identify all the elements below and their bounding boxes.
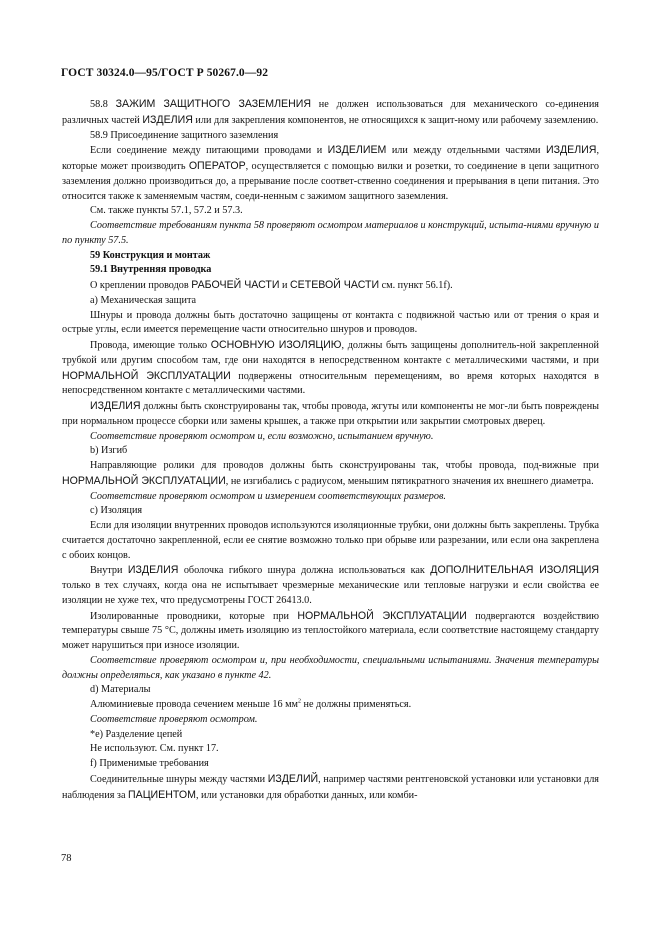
paragraph: Не используют. См. пункт 17. <box>90 743 219 755</box>
paragraph: Провода, имеющие только ОСНОВНУЮ ИЗОЛЯЦИЮ, должны быть защищены дополнитель-ной закрепленной трубкой или другим способом там, где они находятся в непосредственном контакте с металлическими частями, и при НОРМАЛЬНОЙ ЭКСПЛУАТАЦИИ подвержены относительным перемещениям, во время которых находятся в непосредственном контакте с металлическими частями. <box>62 339 599 397</box>
paragraph: f) Применимые требования <box>90 758 209 769</box>
paragraph: О креплении проводов РАБОЧЕЙ ЧАСТИ и СЕТЕВОЙ ЧАСТИ см. пункт 56.1f). <box>90 279 453 291</box>
paragraph: c) Изоляция <box>90 505 143 517</box>
compliance-note: Соответствие проверяют осмотром и, если возможно, испытанием вручную. <box>90 430 434 442</box>
defined-term: ИЗДЕЛИЕМ <box>327 144 387 157</box>
compliance-note: Соответствие проверяют осмотром. <box>90 713 258 725</box>
defined-term: РАБОЧЕЙ ЧАСТИ <box>191 279 280 291</box>
paragraph: Если для изоляции внутренних проводов используются изоляционные трубки, они должны быть закреплены. Трубка считается достаточно закрепленной, если ее снятие возможно только при обрыве или разрезании, или если она закреплена с обоих концов. <box>62 520 599 561</box>
paragraph: d) Материалы <box>90 684 151 696</box>
page-header: ГОСТ 30324.0—95/ГОСТ Р 50267.0—92 <box>61 67 269 79</box>
page-number: 78 <box>61 853 72 864</box>
defined-term: ИЗДЕЛИЯ <box>90 400 141 412</box>
paragraph: ИЗДЕЛИЯ должны быть сконструированы так, чтобы провода, жгуты или компоненты не мог-ли быть повреждены при нормальном процессе сборки или замены крышек, а также при открытии или закрытии смотровых дверец. <box>62 400 599 427</box>
paragraph: Если соединение между питающими проводами и ИЗДЕЛИЕМ или между отдельными частями ИЗДЕЛИЯ, которые может производить ОПЕРАТОР, осуществляется с помощью вилки и розетки, то соединение в цепи защитного заземления должно производиться до, а прерывание после соответ-ственно соединения и прерывания в цепи питания. Это относится также к заменяемым частям, соеди-ненным с зажимом защитного заземления. <box>62 144 599 202</box>
defined-term: НОРМАЛЬНОЙ ЭКСПЛУАТАЦИИ <box>62 369 231 382</box>
section-heading: 59.1 Внутренняя проводка <box>90 264 212 276</box>
compliance-note: Соответствие требованиям пункта 58 проверяют осмотром материалов и конструкций, испыта-ниями вручную и по пункту 57.5. <box>62 220 599 246</box>
paragraph: Шнуры и провода должны быть достаточно защищены от контакта с подвижной частью или от трения о края и острые углы, если имеется перемещение части относительно шнуров и проводов. <box>62 309 599 336</box>
defined-term: ОПЕРАТОР <box>188 160 246 172</box>
paragraph: Соединительные шнуры между частями ИЗДЕЛИЙ, например частями рентгеновской установки или установки для наблюдения за ПАЦИЕНТОМ, или установки для обработки данных, или комби- <box>62 772 599 801</box>
defined-term: ИЗДЕЛИЙ <box>267 772 319 785</box>
defined-term: ИЗДЕЛИЯ <box>142 113 193 126</box>
defined-term: ИЗДЕЛИЯ <box>545 144 597 157</box>
paragraph: b) Изгиб <box>90 445 128 457</box>
defined-term: ИЗДЕЛИЯ <box>127 564 179 577</box>
defined-term: ЗАЖИМ ЗАЩИТНОГО ЗАЗЕМЛЕНИЯ <box>115 98 312 110</box>
superscript: 2 <box>297 698 301 705</box>
defined-term: ДОПОЛНИТЕЛЬНАЯ ИЗОЛЯЦИЯ <box>430 564 600 577</box>
paragraph: а) Механическая защита <box>90 294 197 306</box>
paragraph: 58.8 ЗАЖИМ ЗАЩИТНОГО ЗАЗЕМЛЕНИЯ не должен использоваться для механического со-единения различных частей ИЗДЕЛИЯ или для закрепления компонентов, не относящихся к защит-ному или рабочему заземлению. <box>62 98 599 126</box>
defined-term: НОРМАЛЬНОЙ ЭКСПЛУАТАЦИИ <box>62 474 226 487</box>
paragraph: Направляющие ролики для проводов должны быть сконструированы так, чтобы провода, под-вижные при НОРМАЛЬНОЙ ЭКСПЛУАТАЦИИ, не изгибались с радиусом, меньшим пятикратного значения их внешнего диаметра. <box>62 460 599 487</box>
paragraph: Алюминиевые провода сечением меньше 16 $мм^2$ не должны применяться. <box>90 698 412 710</box>
paragraph: См. также пункты 57.1, 57.2 и 57.3. <box>90 205 243 217</box>
document-body <box>62 97 599 803</box>
defined-term: ПАЦИЕНТОМ <box>128 788 196 801</box>
paragraph: Изолированные проводники, которые при НОРМАЛЬНОЙ ЭКСПЛУАТАЦИИ подвергаются воздействию температуры свыше 75 °С, должны иметь изоляцию из теплостойкого материала, если соответствие настоящему стандарту может нарушиться при износе изоляции. <box>62 609 599 651</box>
paragraph: Внутри ИЗДЕЛИЯ оболочка гибкого шнура должна использоваться как ДОПОЛНИТЕЛЬНАЯ ИЗОЛЯЦИЯ только в тех случаях, когда она не испытывает чрезмерные механические или тепловые нагрузки и если свойства ее изоляции не хуже тех, что предусмотрены ГОСТ 26413.0. <box>62 564 600 606</box>
defined-term: ОСНОВНУЮ ИЗОЛЯЦИЮ <box>210 339 342 351</box>
paragraph: *е) Разделение цепей <box>90 728 183 740</box>
paragraph: 58.9 Присоединение защитного заземления <box>90 129 279 141</box>
compliance-note: Соответствие проверяют осмотром и, при необходимости, специальными испытаниями. Значения температуры должны определяться, как указано в пункте 42. <box>62 654 599 681</box>
defined-term: СЕТЕВОЙ ЧАСТИ <box>290 279 380 291</box>
defined-term: НОРМАЛЬНОЙ ЭКСПЛУАТАЦИИ <box>297 609 467 622</box>
section-heading: 59 Конструкция и монтаж <box>90 249 211 261</box>
compliance-note: Соответствие проверяют осмотром и измерением соответствующих размеров. <box>90 490 446 502</box>
